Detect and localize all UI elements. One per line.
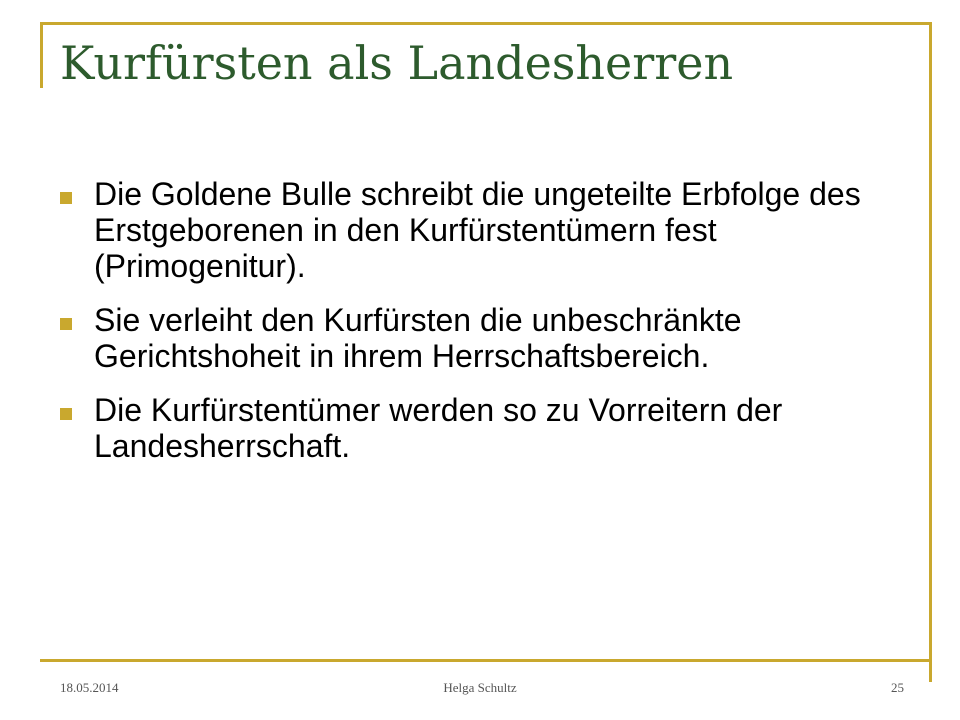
bullet-item <box>60 302 910 374</box>
slide-title: Kurfürsten als Landesherren <box>60 36 734 90</box>
square-bullet-icon <box>60 408 72 420</box>
footer-page-number: 25 <box>891 680 904 695</box>
bullet-text: Sie verleiht den Kurfürsten die unbeschränkte Gerichtshoheit in ihrem Herrschaftsbereich. <box>94 302 742 374</box>
frame-left-line <box>40 22 43 88</box>
bullet-item <box>60 176 910 284</box>
frame-top-line <box>40 22 932 25</box>
bullet-list <box>60 176 910 482</box>
frame-bottom-line <box>40 659 932 662</box>
footer-date: 18.05.2014 <box>60 680 119 695</box>
bullet-text: Die Goldene Bulle schreibt die ungeteilte Erbfolge des Erstgeborenen in den Kurfürstentümern fest (Primogenitur). <box>94 176 861 284</box>
square-bullet-icon <box>60 192 72 204</box>
frame-right-line <box>929 22 932 682</box>
bullet-item <box>60 392 910 464</box>
square-bullet-icon <box>60 318 72 330</box>
footer-author: Helga Schultz <box>443 680 517 695</box>
bullet-text: Die Kurfürstentümer werden so zu Vorreitern der Landesherrschaft. <box>94 392 783 464</box>
